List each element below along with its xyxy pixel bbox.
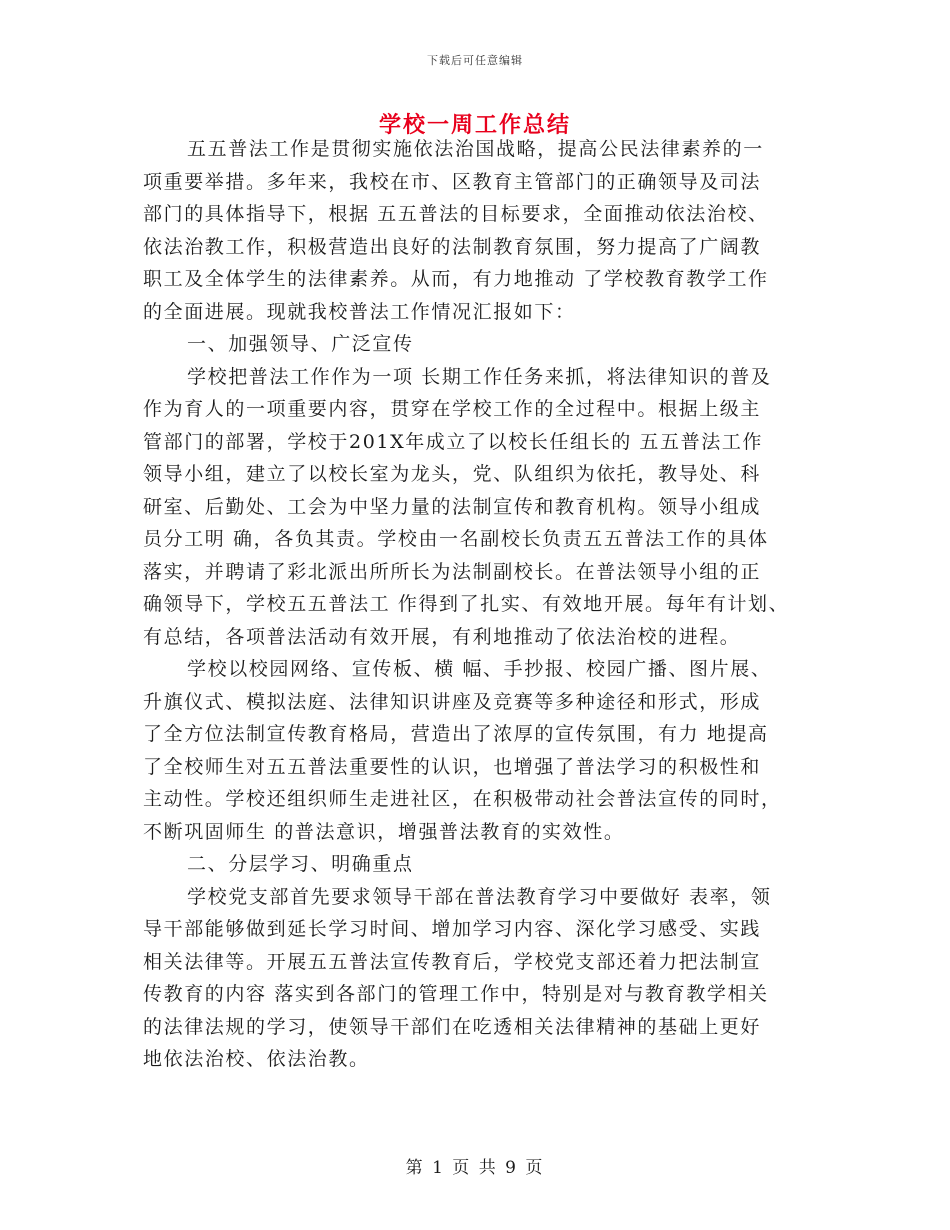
body-line: 确领导下，学校五五普法工 作得到了扎实、有效地开展。每年有计划、 <box>143 593 790 615</box>
body-line: 学校以校园网络、宣传板、横 幅、手抄报、校园广播、图片展、 <box>187 658 772 680</box>
body-line: 相关法律等。开展五五普法宣传教育后，学校党支部还着力把法制宣 <box>143 950 762 973</box>
body-line: 不断巩固师生 的普法意识，增强普法教育的实效性。 <box>143 820 625 843</box>
body-line: 落实，并聘请了彩北派出所所长为法制副校长。在普法领导小组的正 <box>143 560 762 583</box>
body-line: 部门的具体指导下，根据 五五普法的目标要求，全面推动依法治校、 <box>143 203 769 225</box>
body-line: 项重要举措。多年来，我校在市、区教育主管部门的正确领导及司法 <box>143 170 762 193</box>
body-line: 员分工明 确，各负其责。学校由一名副校长负责五五普法工作的具体 <box>143 528 769 550</box>
body-line: 了全方位法制宣传教育格局，营造出了浓厚的宣传氛围，有力 地提高 <box>143 723 769 745</box>
body-line: 导干部能够做到延长学习时间、增加学习内容、深化学习感受、实践 <box>143 918 762 940</box>
body-line: 了全校师生对五五普法重要性的认识，也增强了普法学习的积极性和 <box>143 755 762 778</box>
body-line: 五五普法工作是贯彻实施依法治国战略，提高公民法律素养的一 <box>187 138 764 160</box>
body-line: 学校把普法工作作为一项 长期工作任务来抓，将法律知识的普及 <box>187 365 772 388</box>
page-header-note: 下载后可任意编辑 <box>427 54 523 67</box>
body-line: 领导小组，建立了以校长室为龙头，党、队组织为依托，教导处、科 <box>143 463 762 485</box>
body-line: 学校党支部首先要求领导干部在普法教育学习中要做好 表率，领 <box>187 885 772 908</box>
section-heading: 一、加强领导、广泛宣传 <box>187 333 414 355</box>
document-body <box>143 133 808 1076</box>
body-line: 依法治教工作，积极营造出良好的法制教育氛围，努力提高了广阔教 <box>143 235 762 258</box>
body-line: 管部门的部署，学校于201X年成立了以校长任组长的 五五普法工作 <box>143 430 764 453</box>
body-line: 的法律法规的学习，使领导干部们在吃透相关法律精神的基础上更好 <box>143 1015 762 1038</box>
section-heading: 二、分层学习、明确重点 <box>187 853 414 875</box>
body-line: 主动性。学校还组织师生走进社区，在积极带动社会普法宣传的同时， <box>143 788 782 810</box>
body-line: 职工及全体学生的法律素养。从而，有力地推动 了学校教育教学工作 <box>143 268 769 290</box>
page-number-footer: 第 1 页 共 9 页 <box>405 1158 545 1178</box>
body-line: 地依法治校、依法治教。 <box>143 1048 370 1070</box>
document-title: 学校一周工作总结 <box>378 112 571 138</box>
body-line: 传教育的内容 落实到各部门的管理工作中，特别是对与教育教学相关 <box>143 983 769 1005</box>
body-line: 研室、后勤处、工会为中坚力量的法制宣传和教育机构。领导小组成 <box>143 495 762 518</box>
body-line: 的全面进展。现就我校普法工作情况汇报如下： <box>143 300 576 323</box>
body-line: 作为育人的一项重要内容，贯穿在学校工作的全过程中。根据上级主 <box>143 398 762 420</box>
body-line: 升旗仪式、模拟法庭、法律知识讲座及竞赛等多种途径和形式，形成 <box>143 690 762 713</box>
body-line: 有总结，各项普法活动有效开展，有利地推动了依法治校的进程。 <box>143 625 741 648</box>
